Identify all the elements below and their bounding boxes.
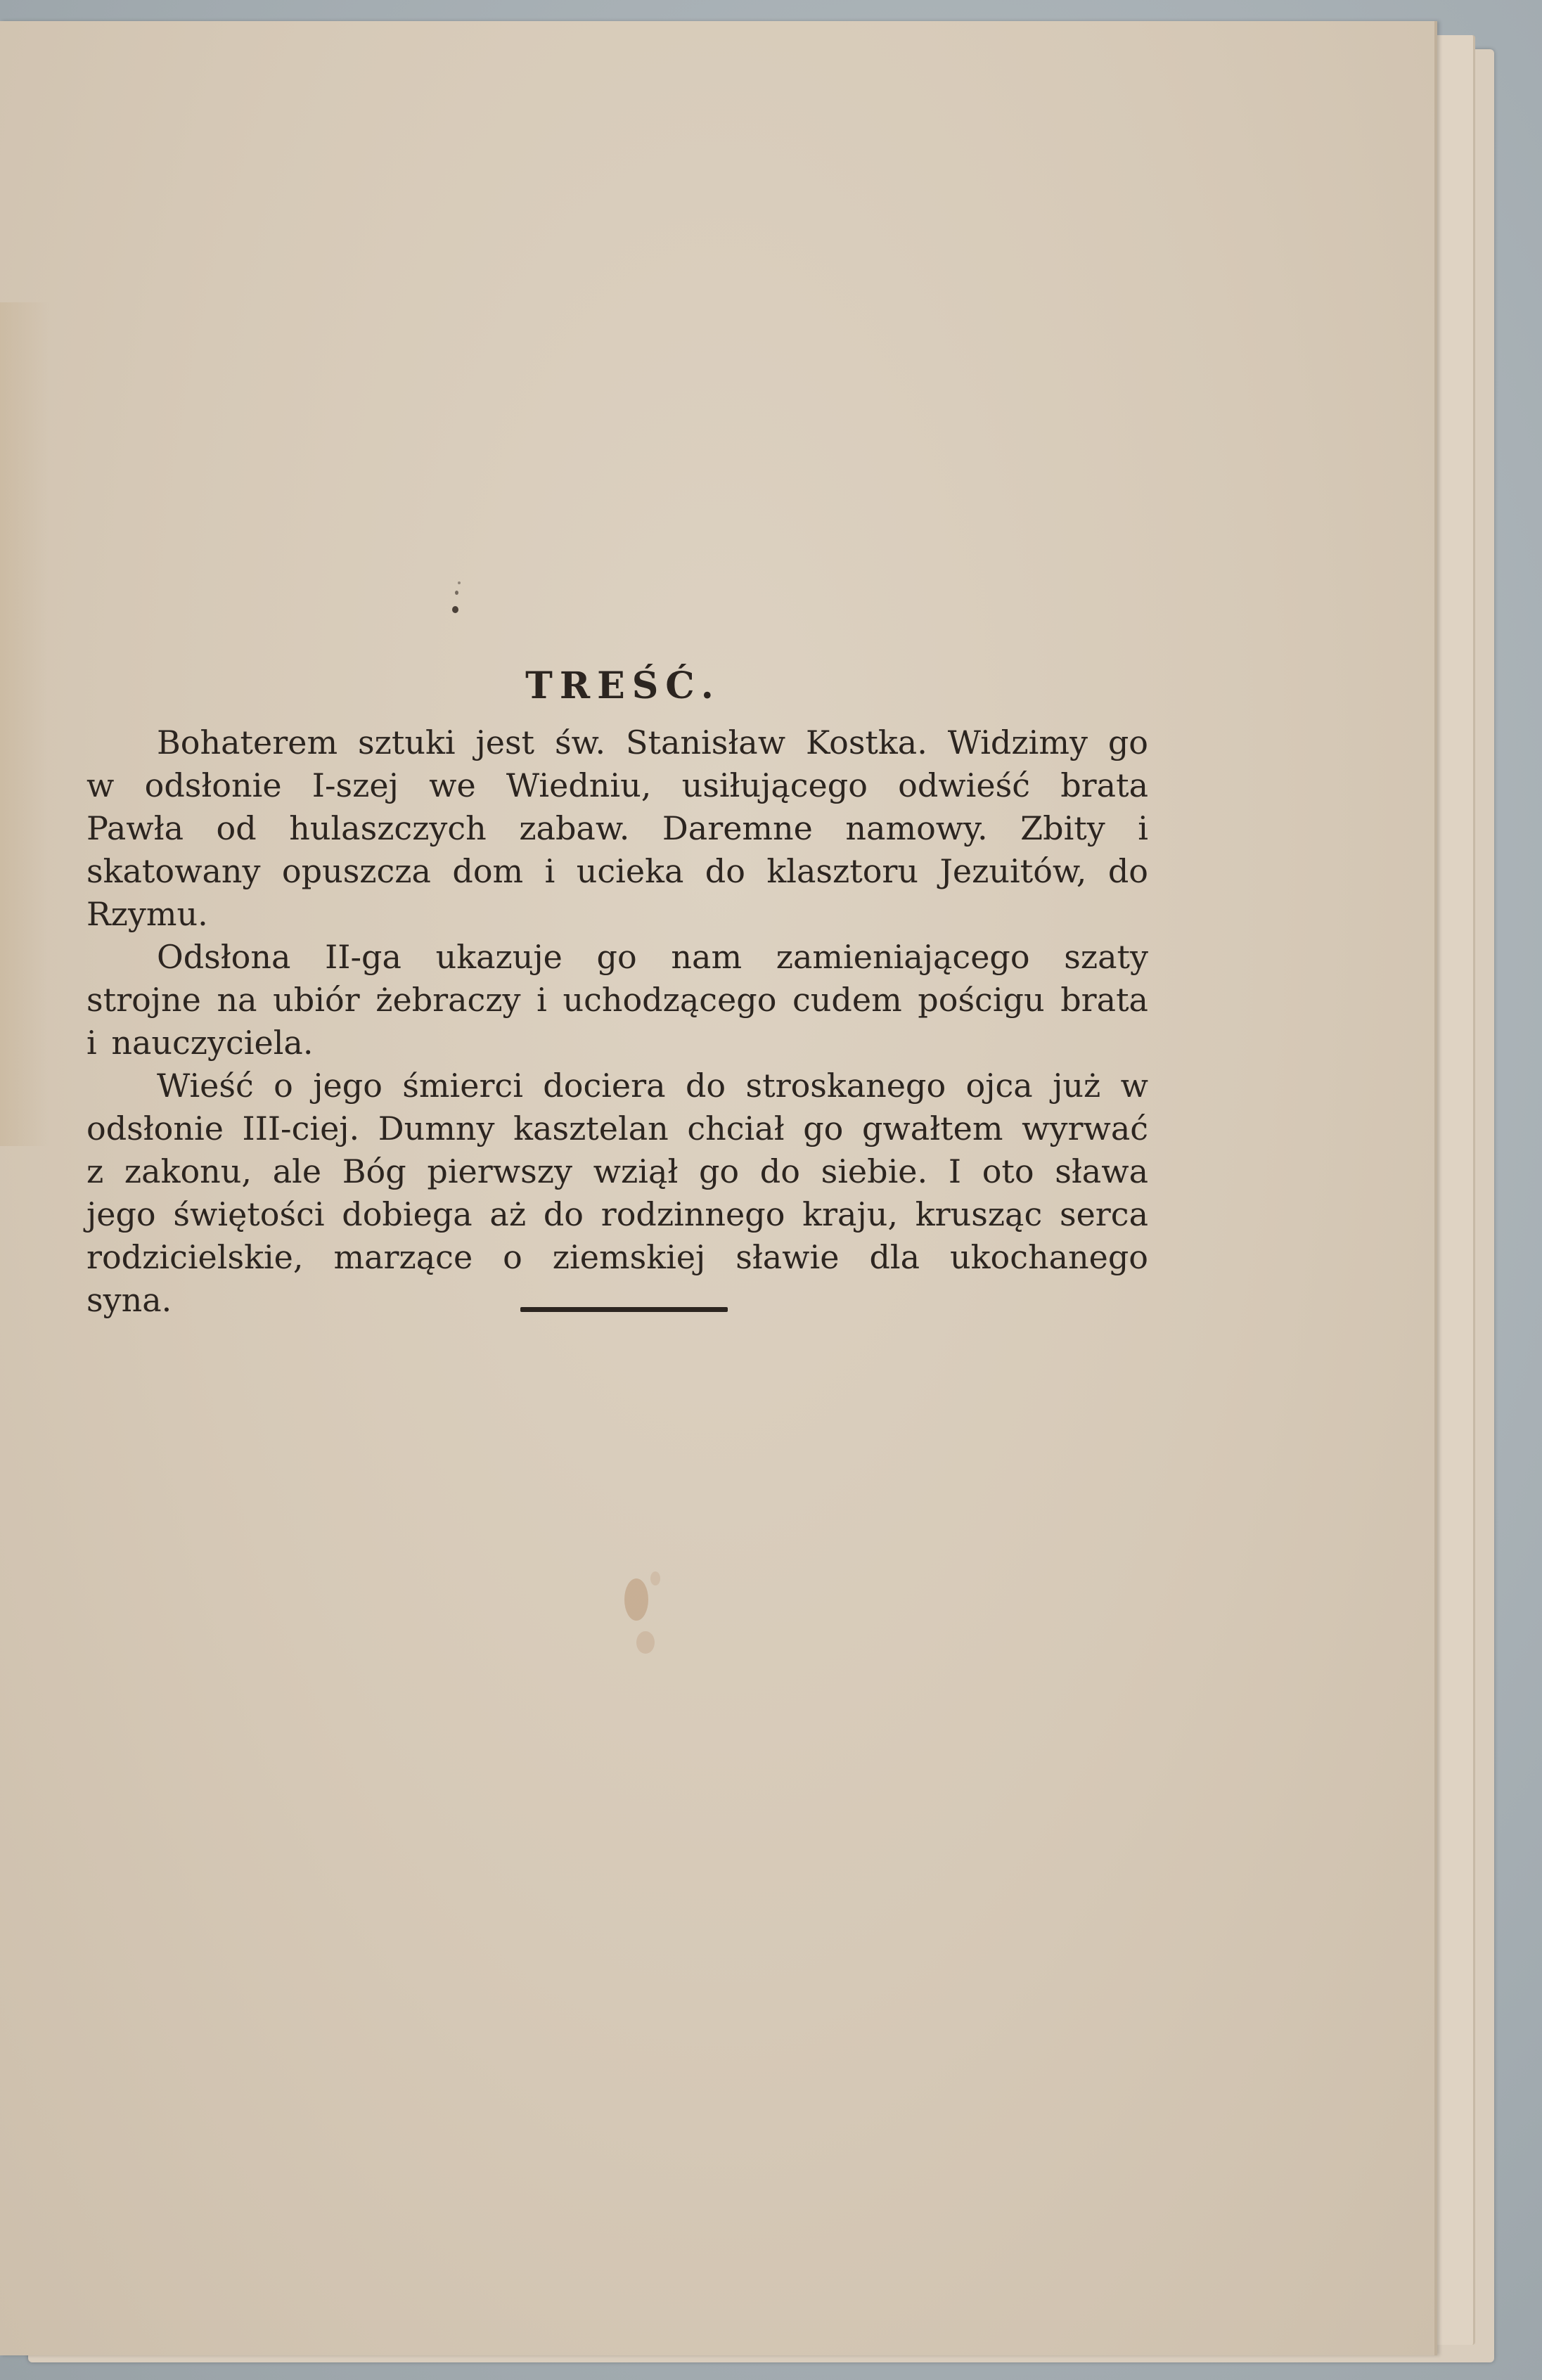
document-page (0, 21, 1437, 2355)
paragraph: Bohaterem sztuki jest św. Stanisław Kostka. Widzimy go w odsłonie I-szej we Wiedniu, usiłującego odwieść brata Pawła od hulaszczych zabaw. Daremne namowy. Zbity i skatowany opuszcza dom i ucieka do klasztoru Jezuitów, do Rzymu. (86, 723, 1148, 933)
section-divider-rule (520, 1307, 728, 1312)
page-edge-wear (0, 302, 49, 1146)
text-block (86, 664, 1148, 1322)
paper-stain (650, 1571, 660, 1585)
paragraph: Odsłona II-ga ukazuje go nam zamieniającego szaty strojne na ubiór żebraczy i uchodzącego cudem pościgu brata i nauczyciela. (86, 938, 1148, 1062)
ink-speck (452, 606, 458, 613)
ink-speck (455, 591, 458, 595)
paper-stain (624, 1578, 648, 1621)
paper-stain (636, 1631, 655, 1654)
paragraph: Wieść o jego śmierci dociera do stroskanego ojca już w odsłonie III-ciej. Dumny kasztelan chciał go gwałtem wyrwać z zakonu, ale Bóg pierwszy wziął go do siebie. I oto sława jego świętości dobiega aż do rodzinnego kraju, krusząc serca rodzicielskie, marzące o ziemskiej sławie dla ukochanego syna. (86, 1067, 1148, 1319)
ink-speck (458, 581, 461, 584)
section-title: TREŚĆ. (525, 664, 721, 707)
